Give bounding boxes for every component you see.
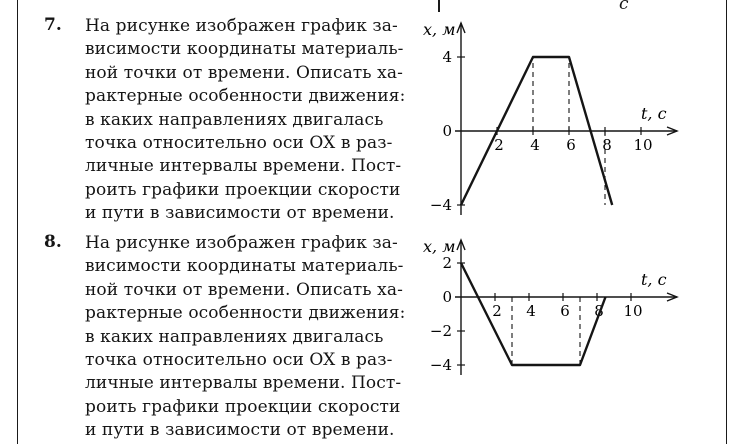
text-line: рактерные особенности движения: (85, 86, 406, 107)
x-tick-label: 2 (492, 302, 502, 320)
text-line: ной точки от времени. Описать ха- (85, 62, 403, 83)
y-tick-label: −4 (429, 356, 452, 374)
text-line: ной точки от времени. Описать ха- (85, 279, 403, 300)
photo-edge-right (726, 0, 727, 444)
y-tick-label: 4 (442, 48, 452, 66)
problem-text (85, 15, 420, 226)
text-line: и пути в зависимости от времени. (85, 203, 395, 224)
x-axis-label: t, с (641, 104, 667, 123)
text-line: личные интервалы времени. Пост- (85, 156, 402, 177)
x-tick-label: 8 (602, 136, 612, 154)
text-line: личные интервалы времени. Пост- (85, 373, 402, 394)
x-tick-label: 4 (526, 302, 536, 320)
text-line: роить графики проекции скорости (85, 396, 401, 417)
graph-problem-7 (415, 15, 690, 220)
y-tick-label: 0 (442, 288, 452, 306)
x-tick-label: 2 (494, 136, 504, 154)
x-tick-label: 8 (594, 302, 604, 320)
y-tick-label: 2 (442, 254, 452, 272)
text-line: висимости координаты материаль- (85, 39, 404, 60)
problem-number: 8. (44, 232, 62, 252)
text-line: На рисунке изображен график за- (85, 16, 398, 36)
cropped-corner-letter: c (619, 0, 629, 14)
y-axis-label: x, м (423, 20, 456, 39)
x-tick-label: 10 (623, 302, 643, 320)
text-line: роить графики проекции скорости (85, 179, 401, 200)
y-tick-label: 0 (442, 122, 452, 140)
cropped-mark (438, 0, 440, 12)
text-line: в каких направлениях двигалась (85, 109, 384, 130)
y-tick-label: −2 (429, 322, 452, 340)
text-line: и пути в зависимости от времени. (85, 420, 395, 441)
y-tick-label: −4 (429, 196, 452, 214)
problem-number: 7. (44, 15, 62, 35)
text-line: точка относительно оси OX в раз- (85, 133, 393, 154)
text-line: висимости координаты материаль- (85, 256, 404, 277)
graph-problem-8 (415, 232, 690, 437)
x-tick-label: 6 (560, 302, 570, 320)
x-tick-label: 6 (566, 136, 576, 154)
x-tick-label: 4 (530, 136, 540, 154)
text-line: На рисунке изображен график за- (85, 233, 398, 253)
x-axis-label: t, с (641, 270, 667, 289)
x-tick-label: 10 (633, 136, 653, 154)
text-line: рактерные особенности движения: (85, 303, 406, 324)
y-axis-label: x, м (423, 237, 456, 256)
photo-edge-left (17, 0, 18, 444)
problem-text (85, 232, 420, 443)
text-line: в каких направлениях двигалась (85, 326, 384, 347)
text-line: точка относительно оси OX в раз- (85, 350, 393, 371)
